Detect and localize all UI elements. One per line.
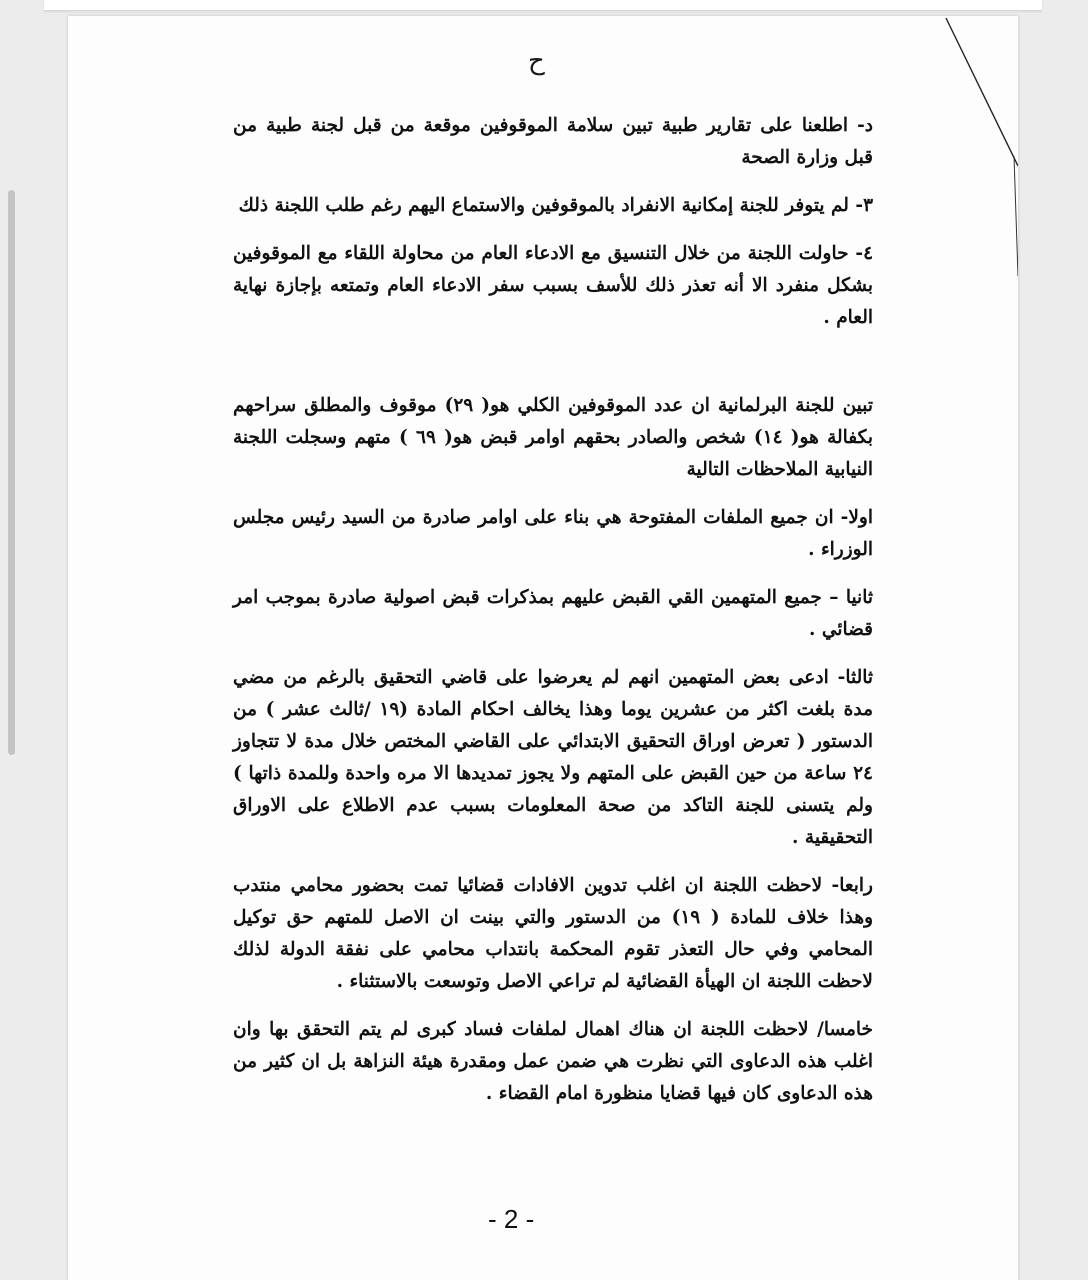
scrollbar-thumb[interactable] — [8, 190, 15, 755]
document-body — [233, 110, 873, 1126]
paragraph-fifth: خامسا/ لاحظت اللجنة ان هناك اهمال لملفات فساد كبرى لم يتم التحقق بها وان اغلب هذه الدعاوى التي نظرت هي ضمن عمل ومقدرة هيئة النزاهة بل ان كثير من هذه الدعاوى كان فيها قضايا منظورة امام القضاء . — [233, 1019, 873, 1104]
paragraph-4-coordination: ٤- حاولت اللجنة من خلال التنسيق مع الادعاء العام من محاولة اللقاء مع الموقوفين بشكل منفرد الا أنه تعذر ذلك للأسف بسبب سفر الادعاء العام وتمتعه بإجازة نهاية العام . — [233, 243, 873, 328]
paragraph-fourth: رابعا- لاحظت اللجنة ان اغلب تدوين الافادات قضائيا تمت بحضور محامي منتدب وهذا خلاف للمادة ( ١٩) من الدستور والتي بينت ان الاصل للمتهم حق توكيل المحامي وفي حال التعذر تقوم المحكمة بانتداب محامي على نفقة الدولة لذلك لاحظت اللجنة ان الهيأة القضائية لم تراعي الاصل وتوسعت بالاستثناء . — [233, 875, 874, 992]
page-number: - 2 - — [488, 1204, 535, 1234]
paragraph-second: ثانيا – جميع المتهمين القي القبض عليهم بمذكرات قبض اصولية صادرة بموجب امر قضائي . — [233, 587, 873, 640]
page-corner-line — [938, 16, 1018, 276]
paragraph-committee-findings: تبين للجنة البرلمانية ان عدد الموقوفين الكلي هو( ٢٩) موقوف والمطلق سراحهم بكفالة هو( ١٤) شخص والصادر بحقهم اوامر قبض هو( ٦٩ ) متهم وسجلت اللجنة النيابية الملاحظات التالية — [233, 395, 873, 480]
previous-page-edge — [44, 0, 1042, 11]
paragraph-first: اولا- ان جميع الملفات المفتوحة هي بناء على اوامر صادرة من السيد رئيس مجلس الوزراء . — [233, 507, 873, 560]
handwritten-mark: ح — [528, 46, 545, 76]
paragraph-d-medical-reports: د- اطلعنا على تقارير طبية تبين سلامة الموقوفين موقعة من قبل لجنة طبية من قبل وزارة الصحة — [233, 115, 873, 168]
paragraph-third: ثالثا- ادعى بعض المتهمين انهم لم يعرضوا على قاضي التحقيق بالرغم من مضي مدة بلغت اكثر من عشرين يوما وهذا يخالف احكام المادة (١٩ /ثالث عشر ) من الدستور ( تعرض اوراق التحقيق الابتدائي على القاضي المختص خلال مدة لا تتجاوز ٢٤ ساعة من حين القبض على المتهم ولا يجوز تمديدها الا مره واحدة وللمدة ذاتها ) ولم يتسنى للجنة التاكد من صحة المعلومات بسبب عدم الاطلاع على الاوراق التحقيقية . — [233, 667, 873, 848]
document-page — [68, 16, 1018, 1280]
paragraph-3-isolation: ٣- لم يتوفر للجنة إمكانية الانفراد بالموقوفين والاستماع اليهم رغم طلب اللجنة ذلك — [238, 195, 873, 216]
